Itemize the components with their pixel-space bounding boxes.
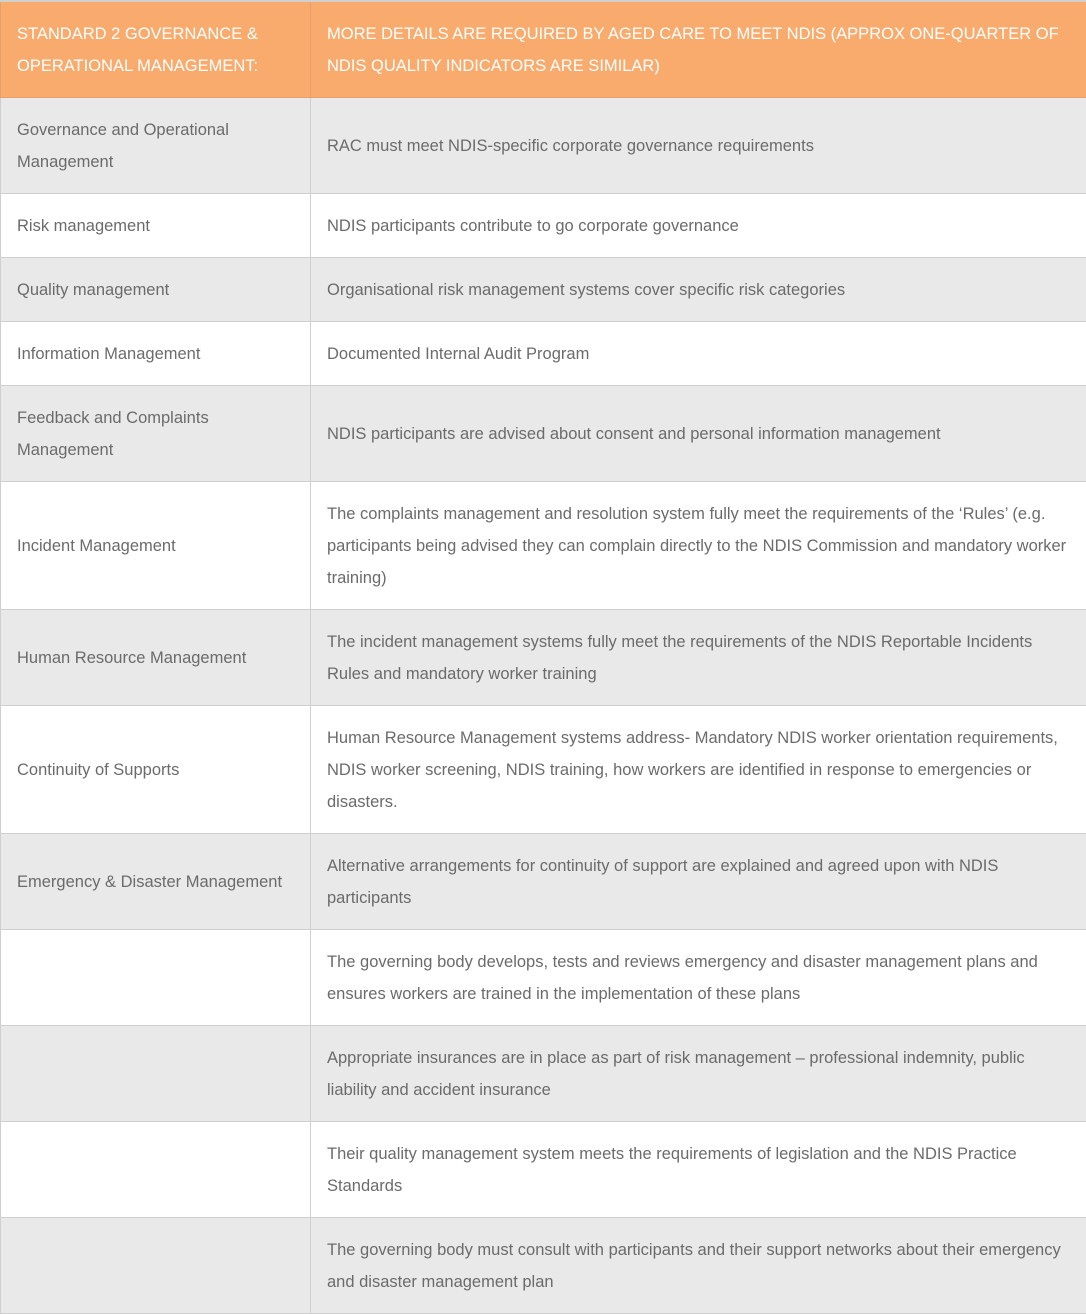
table-row (1, 610, 1086, 706)
row-category: Feedback and Complaints Management (1, 386, 311, 482)
row-category: Emergency & Disaster Management (1, 834, 311, 930)
table-row (1, 322, 1086, 386)
row-category (1, 1218, 311, 1314)
row-category: Continuity of Supports (1, 706, 311, 834)
row-requirement: The incident management systems fully meet the requirements of the NDIS Reportable Incidents Rules and mandatory worker training (311, 610, 1086, 706)
table-row (1, 194, 1086, 258)
row-category: Risk management (1, 194, 311, 258)
row-category: Information Management (1, 322, 311, 386)
table-row (1, 706, 1086, 834)
row-requirement: The complaints management and resolution system fully meet the requirements of the ‘Rules’ (e.g. participants being advised they can complain directly to the NDIS Commission and mandatory worker training) (311, 482, 1086, 610)
row-requirement: Appropriate insurances are in place as part of risk management – professional indemnity, public liability and accident insurance (311, 1026, 1086, 1122)
row-category (1, 1122, 311, 1218)
header-standard: STANDARD 2 GOVERNANCE & OPERATIONAL MANAGEMENT: (1, 1, 311, 98)
row-category: Governance and Operational Management (1, 98, 311, 194)
row-requirement: NDIS participants contribute to go corporate governance (311, 194, 1086, 258)
row-requirement: Alternative arrangements for continuity of support are explained and agreed upon with NDIS participants (311, 834, 1086, 930)
table-header-row (1, 1, 1086, 98)
row-requirement: Human Resource Management systems address- Mandatory NDIS worker orientation requirements, NDIS worker screening, NDIS training, how workers are identified in response to emergencies or disasters. (311, 706, 1086, 834)
table-row (1, 930, 1086, 1026)
table-row (1, 834, 1086, 930)
table-row (1, 98, 1086, 194)
row-category: Quality management (1, 258, 311, 322)
table-row (1, 1218, 1086, 1314)
row-requirement: Documented Internal Audit Program (311, 322, 1086, 386)
table-row (1, 1122, 1086, 1218)
header-details: MORE DETAILS ARE REQUIRED BY AGED CARE TO MEET NDIS (APPROX ONE-QUARTER OF NDIS QUALITY INDICATORS ARE SIMILAR) (311, 1, 1086, 98)
table-row (1, 258, 1086, 322)
table-row (1, 482, 1086, 610)
row-requirement: Organisational risk management systems cover specific risk categories (311, 258, 1086, 322)
row-category (1, 930, 311, 1026)
row-category: Human Resource Management (1, 610, 311, 706)
row-category (1, 1026, 311, 1122)
row-requirement: The governing body develops, tests and reviews emergency and disaster management plans and ensures workers are trained in the implementation of these plans (311, 930, 1086, 1026)
row-requirement: The governing body must consult with participants and their support networks about their emergency and disaster management plan (311, 1218, 1086, 1314)
row-requirement: RAC must meet NDIS-specific corporate governance requirements (311, 98, 1086, 194)
table-row (1, 1026, 1086, 1122)
table-row (1, 386, 1086, 482)
row-requirement: Their quality management system meets the requirements of legislation and the NDIS Practice Standards (311, 1122, 1086, 1218)
row-category: Incident Management (1, 482, 311, 610)
row-requirement: NDIS participants are advised about consent and personal information management (311, 386, 1086, 482)
